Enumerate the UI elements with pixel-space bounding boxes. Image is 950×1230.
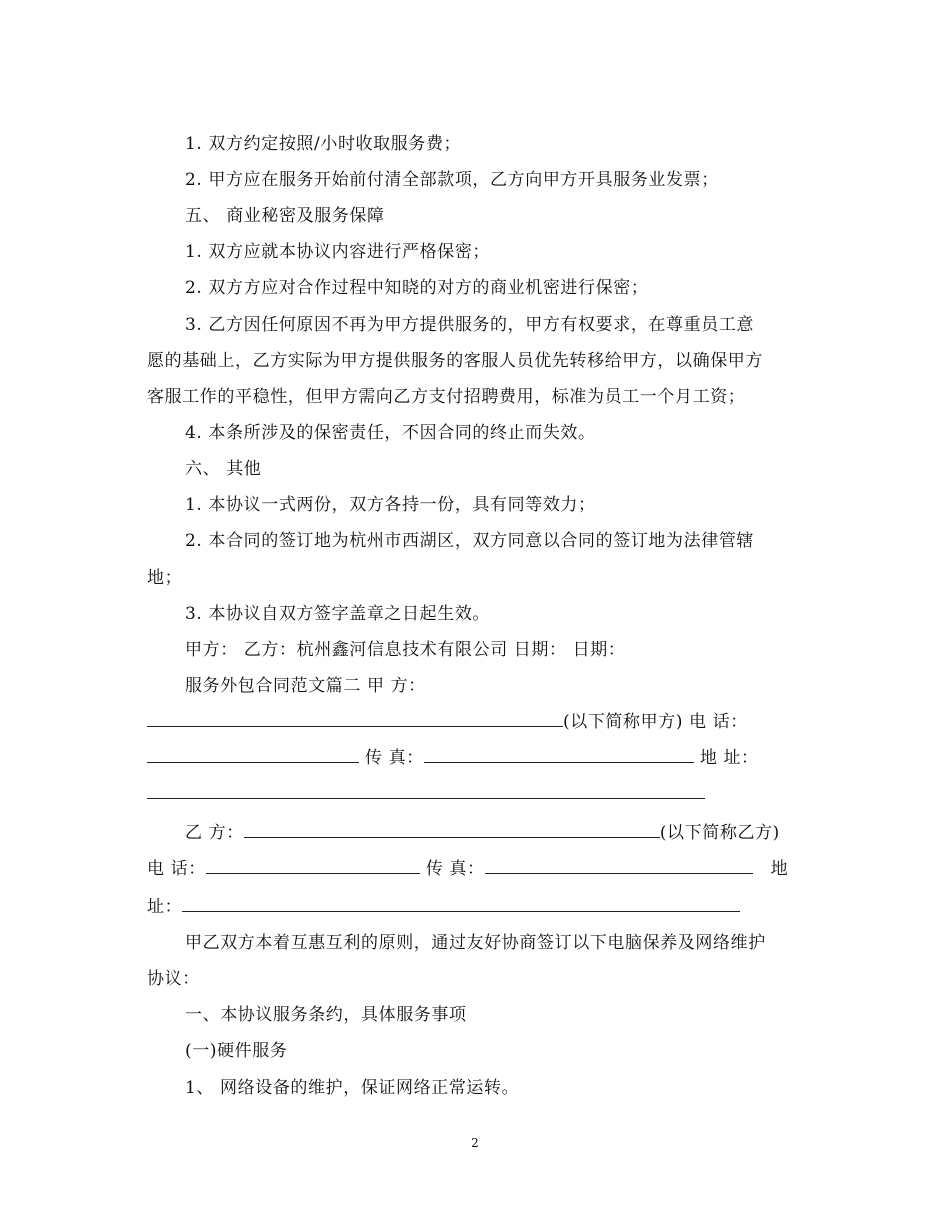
clause-line: 3. 本协议自双方签字盖章之日起生效。 (185, 604, 491, 624)
subsection-heading: (一)硬件服务 (185, 1041, 288, 1061)
blank-underline (206, 859, 420, 874)
signature-line: 甲方： 乙方：杭州鑫河信息技术有限公司 日期： 日期： (185, 640, 626, 660)
section-heading: 六、 其他 (185, 459, 262, 479)
party-b-address-line (147, 896, 740, 918)
blank-underline (147, 784, 705, 799)
party-b-suffix: (以下简称乙方) (659, 823, 780, 843)
party-a-address-line (147, 783, 705, 805)
fax-label: 传 真： (425, 859, 485, 879)
clause-line: 2. 本合同的签订地为杭州市西湖区，双方同意以合同的签订地为法律管辖 (185, 531, 755, 551)
blank-underline (182, 897, 740, 912)
blank-underline (244, 823, 660, 838)
clause-line: 愿的基础上，乙方实际为甲方提供服务的客服人员优先转移给甲方，以确保甲方 (147, 351, 763, 371)
blank-underline (147, 712, 563, 727)
clause-line: 2. 双方方应对合作过程中知晓的对方的商业机密进行保密； (185, 278, 649, 298)
clause-line: 1、 网络设备的维护，保证网络正常运转。 (185, 1078, 520, 1098)
party-a-suffix: (以下简称甲方) 电 话： (563, 712, 748, 732)
blank-underline (485, 859, 753, 874)
contract-title: 服务外包合同范文篇二 甲 方： (185, 676, 426, 696)
party-a-fax-line (147, 747, 759, 769)
intro-line: 协议： (147, 969, 200, 989)
party-a-line (147, 711, 748, 733)
clause-line: 1. 双方应就本协议内容进行严格保密； (185, 242, 491, 262)
phone-label: 电 话： (147, 859, 206, 879)
clause-line: 1. 本协议一式两份，双方各持一份，具有同等效力； (185, 495, 596, 515)
clause-line: 3. 乙方因任何原因不再为甲方提供服务的，甲方有权要求，在尊重员工意 (185, 315, 755, 335)
fax-label: 传 真： (365, 748, 424, 768)
clause-line: 客服工作的平稳性，但甲方需向乙方支付招聘费用，标准为员工一个月工资； (147, 387, 746, 407)
blank-underline (147, 748, 359, 763)
clause-line: 4. 本条所涉及的保密责任，不因合同的终止而失效。 (185, 423, 596, 443)
address-label-end: 址： (147, 897, 183, 917)
clause-line: 1. 双方约定按照/小时收取服务费； (185, 134, 462, 154)
party-b-line (185, 822, 780, 844)
section-heading: 五、 商业秘密及服务保障 (185, 206, 385, 226)
intro-line: 甲乙双方本着互惠互利的原则，通过友好协商签订以下电脑保养及网络维护 (185, 933, 766, 953)
page-number: 2 (471, 1136, 479, 1150)
address-label-start: 地 (770, 859, 789, 879)
section-heading: 一、本协议服务条约，具体服务事项 (185, 1005, 467, 1025)
address-label: 地 址： (699, 748, 759, 768)
party-b-label: 乙 方： (185, 823, 244, 843)
blank-underline (424, 748, 694, 763)
clause-line: 2. 甲方应在服务开始前付清全部款项，乙方向甲方开具服务业发票； (185, 170, 719, 190)
clause-line: 地； (147, 568, 183, 588)
party-b-contact-line (147, 858, 788, 880)
